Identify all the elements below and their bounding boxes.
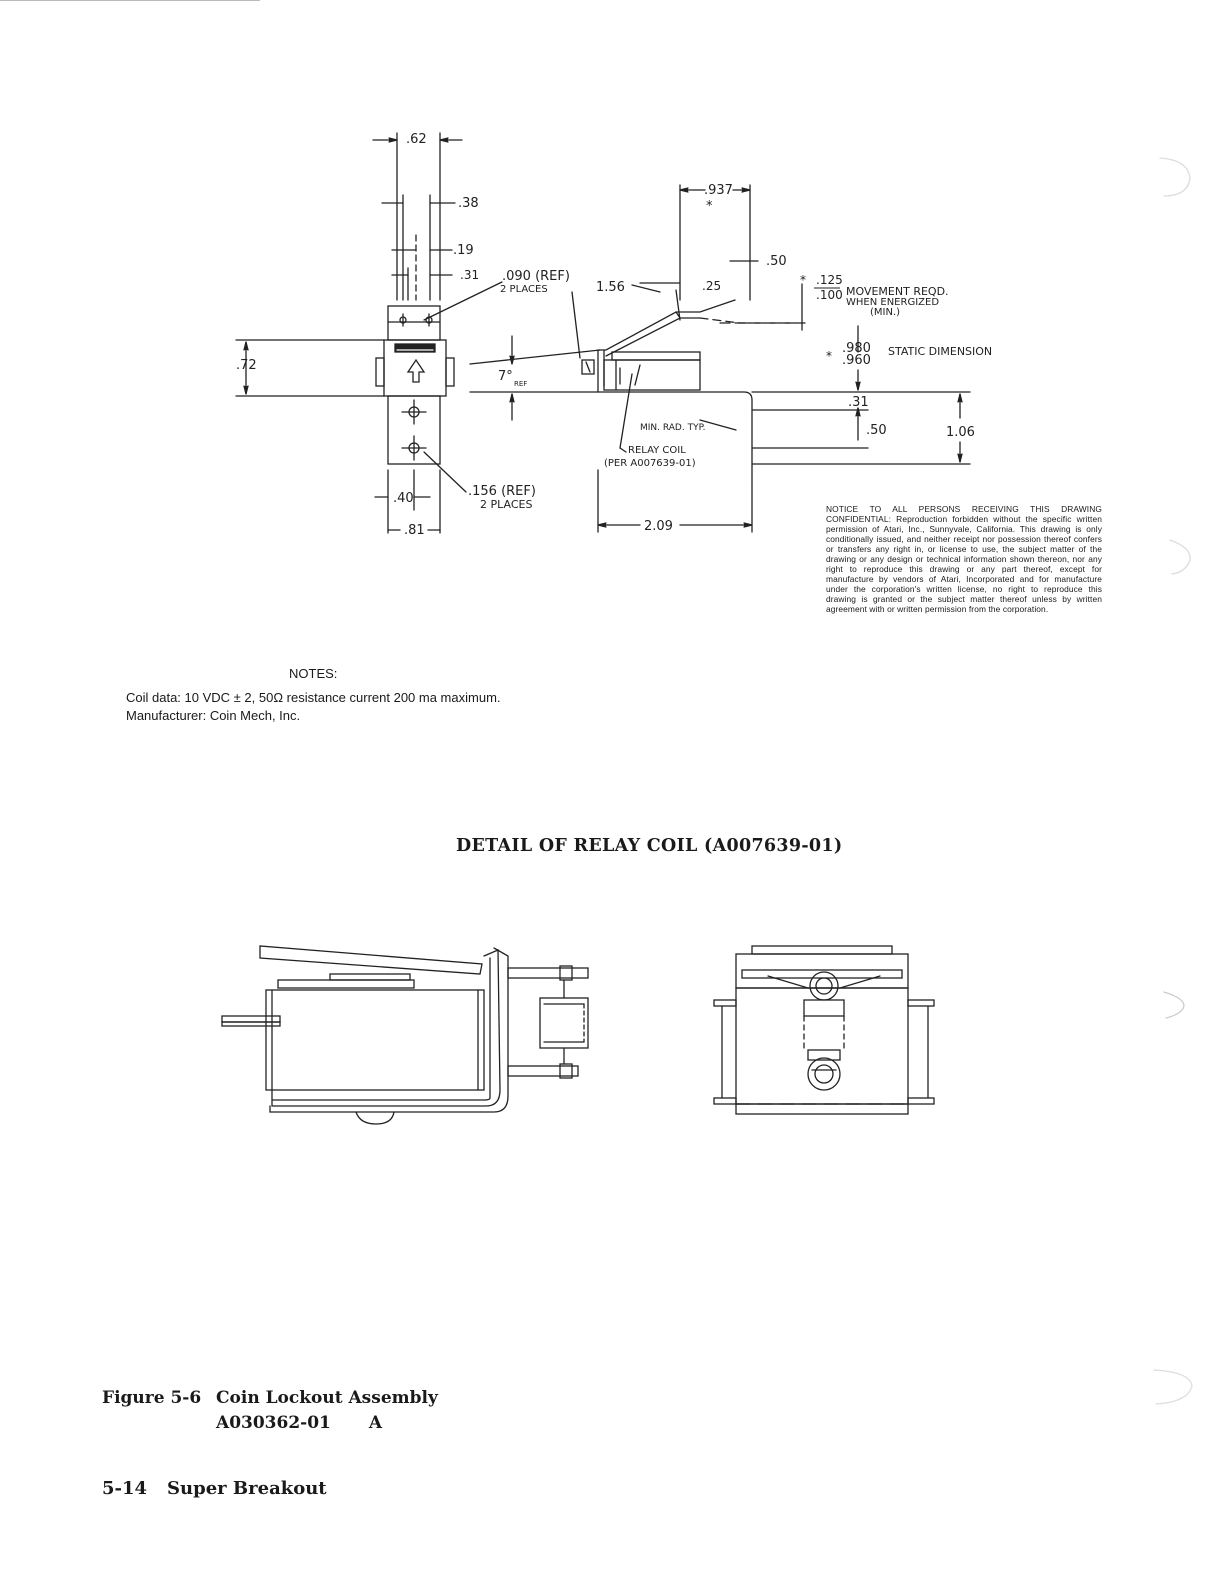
movement-label-3: (MIN.) [870, 307, 901, 318]
detail-side-view [222, 946, 588, 1124]
front-view [236, 133, 502, 533]
detail-title: DETAIL OF RELAY COIL (A007639-01) [456, 836, 843, 856]
page-number: 5-14 [102, 1478, 148, 1499]
dim-025: .25 [702, 279, 722, 293]
dim-156-places: 2 PLACES [480, 498, 533, 511]
dim-040: .40 [393, 491, 414, 506]
confidential-notice: NOTICE TO ALL PERSONS RECEIVING THIS DRAWING CONFIDENTIAL: Reproduction forbidden without the specific written permission of Atari, Inc., Sunnyvale, California. This drawing is only conditionally issued, and neither receipt nor possession thereof confers or transfers any right in, or license to use, the subject matter of the drawing or any design or technical information shown thereon, nor any right to reproduce this drawing or any part thereof, except for manufacture by vendors of Atari, Incorporated and for manufacture under the corporation's written license, no right to reproduce this drawing is granted or the subject matter thereof unless by written agreement with or written permission from the corporation. [826, 504, 1102, 614]
dim-937-star: * [706, 199, 713, 214]
relay-coil-label: RELAY COIL [628, 445, 686, 456]
dim-019: .19 [453, 243, 474, 258]
movement-label-2: WHEN ENERGIZED [846, 297, 940, 308]
dim-960: .960 [842, 353, 871, 368]
dim-125-star: * [800, 273, 806, 287]
dim-209: 2.09 [644, 519, 673, 534]
angle-ref: REF [514, 380, 528, 388]
dim-031: .31 [848, 395, 869, 410]
dim-072: .72 [236, 358, 257, 373]
dim-960-star: * [826, 349, 832, 363]
dim-156: 1.56 [596, 280, 625, 295]
notes-block [126, 689, 546, 725]
dim-090-places: 2 PLACES [500, 284, 548, 295]
notes-heading: NOTES: [289, 666, 338, 681]
dim-100: .100 [816, 288, 843, 302]
manufacturer-note: Manufacturer: Coin Mech, Inc. [126, 708, 301, 723]
dim-106: 1.06 [946, 425, 975, 440]
figure-part [216, 1411, 382, 1436]
dim-050: .50 [866, 423, 887, 438]
dim-038: .38 [458, 196, 479, 211]
side-view [470, 185, 970, 532]
dim-090-ref: .090 (REF) [502, 269, 570, 284]
movement-label-1: MOVEMENT REQD. [846, 285, 949, 298]
figure-number: Figure 5-6 [102, 1388, 202, 1408]
dim-050-top: .50 [766, 254, 787, 269]
dim-125: .125 [816, 273, 843, 287]
angle-7-deg: 7° [498, 369, 513, 384]
relay-coil-part: (PER A007639-01) [604, 458, 696, 469]
dim-156-ref: .156 (REF) [468, 484, 536, 499]
dim-062: .62 [406, 132, 427, 147]
min-rad-label: MIN. RAD. TYP. [640, 423, 706, 433]
figure-part-number: A030362-01 [216, 1413, 331, 1433]
page-footer [102, 1478, 327, 1499]
figure-revision: A [368, 1413, 383, 1433]
figure-title: Coin Lockout Assembly [216, 1388, 438, 1408]
dim-937: .937 [704, 183, 733, 198]
detail-front-view [714, 946, 934, 1114]
static-dimension-label: STATIC DIMENSION [888, 345, 993, 358]
dim-980: .980 [842, 341, 871, 356]
dim-031-top: .31 [460, 268, 480, 282]
dim-081: .81 [404, 523, 425, 538]
book-title: Super Breakout [167, 1478, 327, 1499]
coil-data-note: Coil data: 10 VDC ± 2, 50Ω resistance current 200 ma maximum. [126, 690, 501, 705]
